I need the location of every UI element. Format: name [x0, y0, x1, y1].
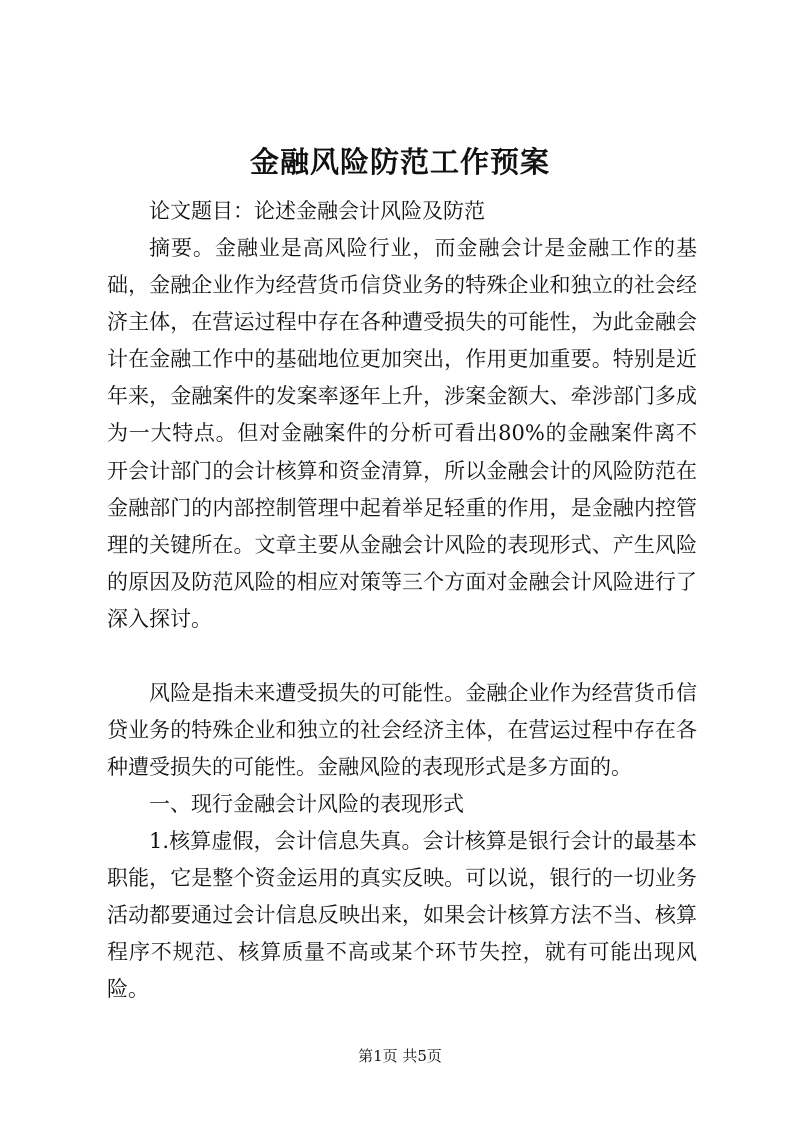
page-footer: 第1页 共5页: [358, 1047, 442, 1065]
document-title: 金融风险防范工作预案: [249, 145, 550, 179]
thesis-title-paragraph: 论文题目：论述金融会计风险及防范: [149, 199, 485, 223]
section-heading: 一、现行金融会计风险的表现形式: [149, 792, 464, 816]
abstract-paragraph: 摘要。金融业是高风险行业，而金融会计是金融工作的基础，金融企业作为经营货币信贷业务的特殊企业和独立的社会经济主体，在营运过程中存在各种遭受损失的可能性，为此金融会计在金融工作中的基础地位更加突出，作用更加重要。特别是近年来，金融案件的发案率逐年上升，涉案金额大、牵涉部门多成为一大特点。但对金融案件的分析可看出80%的金融案件离不开会计部门的会计核算和资金清算，所以金融会计的风险防范在金融部门的内部控制管理中起着举足轻重的作用，是金融内控管理的关键所在。文章主要从金融会计风险的表现形式、产生风险的原因及防范风险的相应对策等三个方面对金融会计风险进行了深入探讨。: [107, 236, 697, 631]
risk-definition-paragraph: 风险是指未来遭受损失的可能性。金融企业作为经营货币信贷业务的特殊企业和独立的社会经济主体，在营运过程中存在各种遭受损失的可能性。金融风险的表现形式是多方面的。: [107, 681, 697, 780]
point-one-paragraph: 1.核算虚假，会计信息失真。会计核算是银行会计的最基本职能，它是整个资金运用的真实反映。可以说，银行的一切业务活动都要通过会计信息反映出来，如果会计核算方法不当、核算程序不规范、核算质量不高或某个环节失控，就有可能出现风险。: [107, 829, 697, 1002]
